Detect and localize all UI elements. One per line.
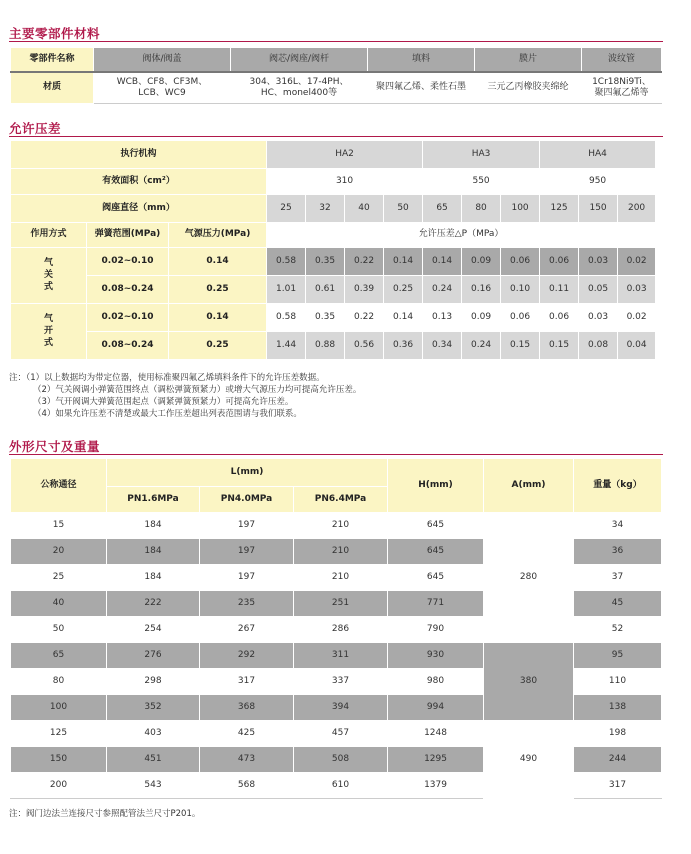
l-cell: 317 [200, 669, 294, 695]
weight-cell: 198 [574, 721, 662, 747]
l-cell: 251 [294, 591, 388, 617]
dn-header: 公称通径 [11, 459, 107, 513]
dp-cell: 0.16 [462, 276, 501, 304]
section-divider [9, 41, 663, 42]
weight-cell: 36 [574, 539, 662, 565]
seat-cell: 100 [501, 195, 540, 223]
l-cell: 568 [200, 773, 294, 799]
l-cell: 508 [294, 747, 388, 773]
air-pressure-cell: 0.25 [169, 332, 267, 360]
spring-range-cell: 0.08~0.24 [87, 332, 169, 360]
dn-cell: 100 [11, 695, 107, 721]
dp-cell: 0.10 [501, 276, 540, 304]
dp-cell: 0.14 [423, 248, 462, 276]
dp-cell: 0.35 [306, 248, 345, 276]
seat-cell: 150 [579, 195, 618, 223]
materials-header-cell: 零部件名称 [11, 48, 94, 72]
materials-cell: 聚四氟乙烯、柔性石墨 [368, 72, 475, 104]
note-line: （2）气关阀调小弹簧范围终点（调松弹簧预紧力）或增大气源压力均可提高允许压差。 [33, 385, 362, 395]
materials-header-cell: 填料 [368, 48, 475, 72]
actuator-cell: HA3 [423, 141, 540, 169]
materials-header-cell: 阀体/阀盖 [94, 48, 231, 72]
seat-cell: 125 [540, 195, 579, 223]
l-cell: 337 [294, 669, 388, 695]
dn-cell: 40 [11, 591, 107, 617]
dp-cell: 0.03 [579, 304, 618, 332]
spring-range-cell: 0.02~0.10 [87, 304, 169, 332]
dp-cell: 0.35 [306, 304, 345, 332]
weight-cell: 37 [574, 565, 662, 591]
dp-cell: 0.03 [618, 276, 656, 304]
l-cell: 473 [200, 747, 294, 773]
h-cell: 790 [388, 617, 484, 643]
h-cell: 645 [388, 565, 484, 591]
weight-cell: 110 [574, 669, 662, 695]
weight-cell: 45 [574, 591, 662, 617]
spring-range-cell: 0.02~0.10 [87, 248, 169, 276]
l-cell: 222 [107, 591, 200, 617]
dp-cell: 0.15 [501, 332, 540, 360]
materials-row-label: 材质 [11, 72, 94, 104]
dn-cell: 25 [11, 565, 107, 591]
dn-cell: 80 [11, 669, 107, 695]
section-title-materials: 主要零部件材料 [9, 26, 101, 41]
dp-cell: 0.06 [540, 248, 579, 276]
dp-cell: 0.34 [423, 332, 462, 360]
l-cell: 184 [107, 513, 200, 539]
dp-cell: 0.06 [501, 248, 540, 276]
l-cell: 197 [200, 565, 294, 591]
note-line: （3）气开阀调大弹簧范围起点（调紧弹簧预紧力）可提高允许压差。 [33, 397, 294, 407]
h-cell: 1379 [388, 773, 484, 799]
dp-cell: 0.56 [345, 332, 384, 360]
weight-cell: 95 [574, 643, 662, 669]
l-cell: 425 [200, 721, 294, 747]
h-cell: 1295 [388, 747, 484, 773]
l-cell: 235 [200, 591, 294, 617]
dp-cell: 0.03 [579, 248, 618, 276]
materials-cell: 304、316L、17-4PH、 HC、monel400等 [231, 72, 368, 104]
l-cell: 394 [294, 695, 388, 721]
weight-cell: 317 [574, 773, 662, 799]
actuator-label: 执行机构 [11, 141, 267, 169]
dp-cell: 0.25 [384, 276, 423, 304]
h-cell: 645 [388, 513, 484, 539]
l-cell: 197 [200, 539, 294, 565]
h-cell: 771 [388, 591, 484, 617]
a-cell: 490 [484, 721, 574, 799]
dims-table [10, 458, 662, 799]
area-cell: 310 [267, 169, 423, 195]
dp-cell: 0.02 [618, 248, 656, 276]
seat-cell: 65 [423, 195, 462, 223]
a-cell: 280 [484, 513, 574, 643]
weight-cell: 138 [574, 695, 662, 721]
l-cell: 298 [107, 669, 200, 695]
materials-table [10, 47, 662, 104]
materials-header-cell: 膜片 [475, 48, 582, 72]
dp-cell: 0.13 [423, 304, 462, 332]
seat-cell: 32 [306, 195, 345, 223]
dn-cell: 150 [11, 747, 107, 773]
dp-cell: 0.24 [423, 276, 462, 304]
h-cell: 1248 [388, 721, 484, 747]
l-cell: 267 [200, 617, 294, 643]
dp-cell: 0.04 [618, 332, 656, 360]
l-cell: 543 [107, 773, 200, 799]
l-cell: 286 [294, 617, 388, 643]
section-title-pressure: 允许压差 [9, 121, 62, 136]
dp-cell: 0.06 [501, 304, 540, 332]
dn-cell: 65 [11, 643, 107, 669]
h-cell: 645 [388, 539, 484, 565]
dn-cell: 125 [11, 721, 107, 747]
spring-header: 弹簧范围(MPa) [87, 223, 169, 248]
dn-cell: 50 [11, 617, 107, 643]
l-cell: 403 [107, 721, 200, 747]
weight-cell: 52 [574, 617, 662, 643]
area-cell: 950 [540, 169, 656, 195]
l-cell: 457 [294, 721, 388, 747]
seat-label: 阀座直径（mm） [11, 195, 267, 223]
l-cell: 311 [294, 643, 388, 669]
weight-cell: 244 [574, 747, 662, 773]
section-title-dims: 外形尺寸及重量 [9, 439, 101, 454]
area-cell: 550 [423, 169, 540, 195]
pressure-notes [9, 372, 361, 420]
section-divider [9, 136, 663, 137]
a-header: A(mm) [484, 459, 574, 513]
h-cell: 930 [388, 643, 484, 669]
area-label: 有效面积（cm²） [11, 169, 267, 195]
air-header: 气源压力(MPa) [169, 223, 267, 248]
seat-cell: 25 [267, 195, 306, 223]
dims-note: 注：阀门边法兰连接尺寸参照配管法兰尺寸P201。 [9, 809, 201, 819]
dp-cell: 0.05 [579, 276, 618, 304]
materials-cell: 三元乙丙橡胶夹绵纶 [475, 72, 582, 104]
dn-cell: 15 [11, 513, 107, 539]
l-cell: 210 [294, 513, 388, 539]
dp-cell: 0.22 [345, 248, 384, 276]
dn-cell: 20 [11, 539, 107, 565]
dp-cell: 0.39 [345, 276, 384, 304]
l-cell: 254 [107, 617, 200, 643]
fail-open-label: 气 开 式 [11, 304, 87, 360]
weight-cell: 34 [574, 513, 662, 539]
l-cell: 210 [294, 539, 388, 565]
dp-cell: 0.11 [540, 276, 579, 304]
l-header: L(mm) [107, 459, 388, 487]
dp-cell: 0.02 [618, 304, 656, 332]
air-pressure-cell: 0.14 [169, 304, 267, 332]
pn-header: PN6.4MPa [294, 487, 388, 513]
pn-header: PN4.0MPa [200, 487, 294, 513]
dp-cell: 0.36 [384, 332, 423, 360]
l-cell: 292 [200, 643, 294, 669]
dp-cell: 0.88 [306, 332, 345, 360]
dp-cell: 1.01 [267, 276, 306, 304]
dp-header: 允许压差△P（MPa） [267, 223, 656, 248]
materials-cell: 1Cr18Ni9Ti、 聚四氟乙烯等 [582, 72, 662, 104]
l-cell: 184 [107, 539, 200, 565]
dp-cell: 1.44 [267, 332, 306, 360]
air-pressure-cell: 0.25 [169, 276, 267, 304]
l-cell: 610 [294, 773, 388, 799]
dp-cell: 0.15 [540, 332, 579, 360]
action-header: 作用方式 [11, 223, 87, 248]
dp-cell: 0.09 [462, 304, 501, 332]
dp-cell: 0.08 [579, 332, 618, 360]
dp-cell: 0.09 [462, 248, 501, 276]
h-header: H(mm) [388, 459, 484, 513]
seat-cell: 40 [345, 195, 384, 223]
seat-cell: 80 [462, 195, 501, 223]
a-cell: 380 [484, 643, 574, 721]
dp-cell: 0.58 [267, 248, 306, 276]
note-line: （4）如果允许压差不清楚或最大工作压差超出列表范围请与我们联系。 [33, 409, 302, 419]
air-pressure-cell: 0.14 [169, 248, 267, 276]
materials-cell: WCB、CF8、CF3M、 LCB、WC9 [94, 72, 231, 104]
dp-cell: 0.24 [462, 332, 501, 360]
actuator-cell: HA4 [540, 141, 656, 169]
l-cell: 368 [200, 695, 294, 721]
actuator-cell: HA2 [267, 141, 423, 169]
pressure-table [10, 140, 656, 360]
spring-range-cell: 0.08~0.24 [87, 276, 169, 304]
l-cell: 352 [107, 695, 200, 721]
seat-cell: 50 [384, 195, 423, 223]
fail-closed-label: 气 关 式 [11, 248, 87, 304]
l-cell: 276 [107, 643, 200, 669]
dp-cell: 0.14 [384, 304, 423, 332]
h-cell: 994 [388, 695, 484, 721]
dp-cell: 0.58 [267, 304, 306, 332]
note-line: 注：（1）以上数据均为带定位器，使用标准聚四氟乙烯填料条件下的允许压差数据。 [9, 373, 325, 383]
pn-header: PN1.6MPa [107, 487, 200, 513]
seat-cell: 200 [618, 195, 656, 223]
l-cell: 451 [107, 747, 200, 773]
dp-cell: 0.22 [345, 304, 384, 332]
h-cell: 980 [388, 669, 484, 695]
dp-cell: 0.06 [540, 304, 579, 332]
weight-header: 重量（kg） [574, 459, 662, 513]
materials-header-cell: 波纹管 [582, 48, 662, 72]
materials-header-cell: 阀芯/阀座/阀杆 [231, 48, 368, 72]
l-cell: 210 [294, 565, 388, 591]
l-cell: 197 [200, 513, 294, 539]
dp-cell: 0.61 [306, 276, 345, 304]
section-divider [9, 454, 663, 455]
l-cell: 184 [107, 565, 200, 591]
dn-cell: 200 [11, 773, 107, 799]
dp-cell: 0.14 [384, 248, 423, 276]
